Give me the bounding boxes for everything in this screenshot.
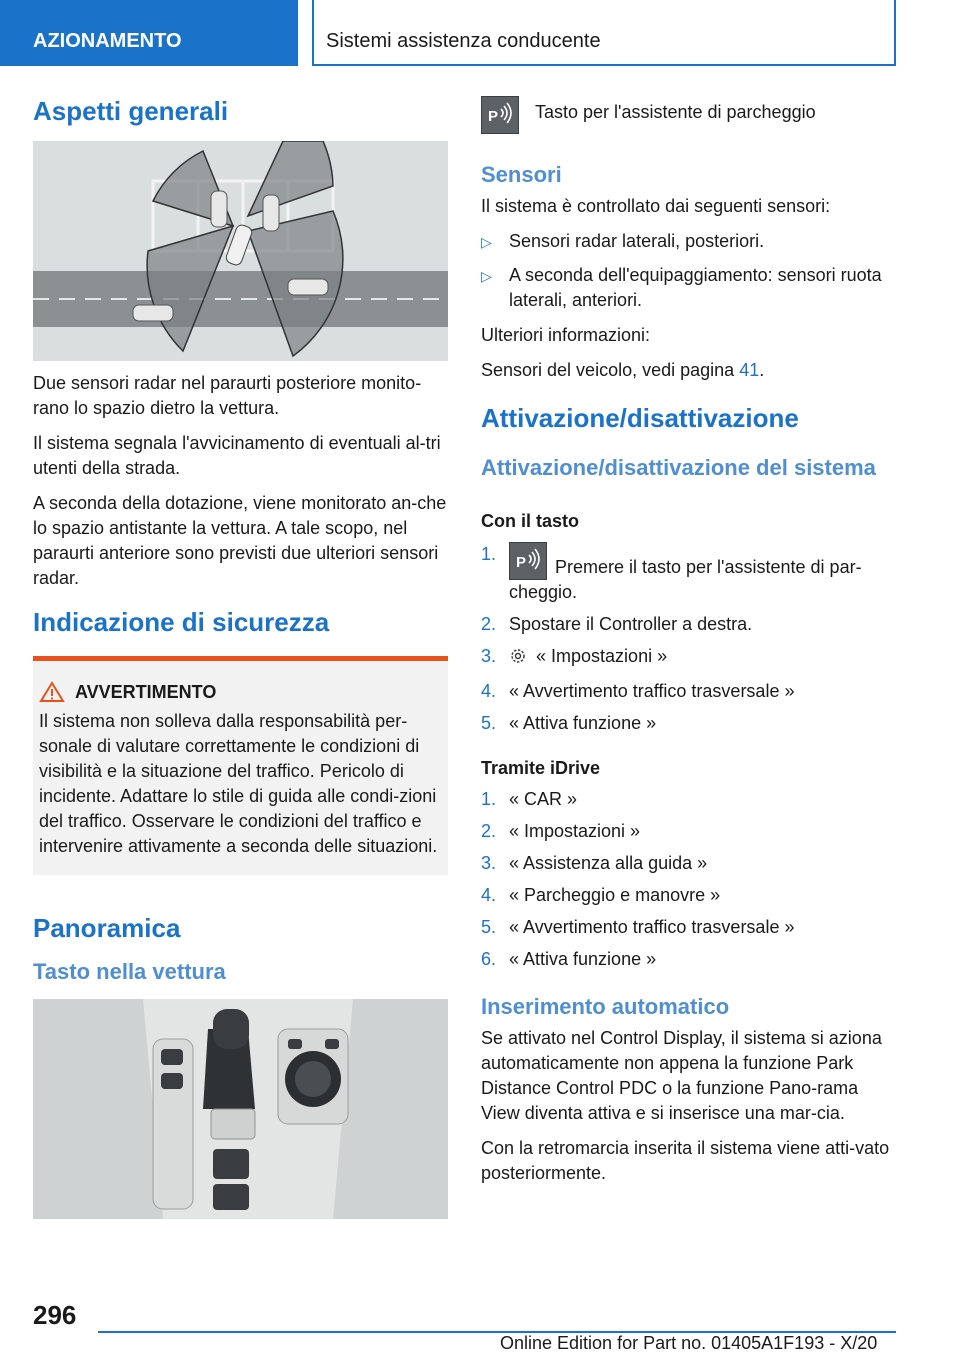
list-item [481,851,896,876]
step-text: « Impostazioni » [509,820,641,841]
step-text: Spostare il Controller a destra. [509,613,753,634]
list-item [481,644,896,672]
page-reference-link[interactable]: 41 [739,360,760,381]
step-text: « Avvertimento traffico trasversale » [509,916,795,937]
step-number: 3. [481,645,497,666]
triangle-bullet-icon: ▷ [481,234,492,251]
heading-overview: Panoramica [33,913,181,944]
sensor-text: A seconda dell'equipaggiamento: sensori ruota laterali, anteriori. [509,265,882,311]
parking-assistant-key-icon [481,96,519,134]
list-item [481,612,896,637]
list-item [481,711,896,736]
list-item [481,819,896,844]
list-item [481,915,896,940]
step-number: 5. [481,916,497,937]
warning-title: AVVERTIMENTO [75,681,217,702]
heading-auto: Inserimento automatico [481,993,730,1019]
step-text: « Attiva funzione » [509,712,657,733]
subheading-activation: Attivazione/disattivazione del sistema [481,454,876,480]
sensors-intro: Il sistema è controllato dai seguenti sensori: [481,196,831,217]
step-number: 2. [481,820,497,841]
step-number: 4. [481,680,497,701]
heading-general: Aspetti generali [33,96,229,126]
list-item [481,947,896,972]
edition-text: Online Edition for Part no. 01405A1F193 - X/20 [500,1333,878,1353]
list-item [481,883,896,908]
heading-sensors: Sensori [481,162,562,187]
more-info-end: . [759,360,765,381]
button-steps-list [481,542,896,736]
center-console-image [33,999,448,1219]
button-caption-row [481,96,896,134]
radar-diagram [33,141,448,361]
warning-triangle-icon [39,681,65,703]
step-text: « Parcheggio e manovre » [509,884,721,905]
step-text: « Avvertimento traffico trasversale » [509,680,795,701]
more-info-line [481,358,896,383]
chapter-title: Sistemi assistenza conducente [312,0,896,66]
auto-paragraph-2: Con la retromarcia inserita il sistema viene atti-vato posteriormente. [481,1138,890,1184]
heading-with-button: Con il tasto [481,510,579,531]
step-content [509,542,896,605]
heading-activation: Attivazione/disattivazione [481,403,799,434]
parking-assistant-key-icon [509,542,547,580]
step-number: 1. [481,788,497,809]
step-number: 5. [481,712,497,733]
button-caption: Tasto per l'assistente di parcheggio [535,102,816,122]
subheading-button: Tasto nella vettura [33,958,226,984]
console-photo-image [33,999,448,1219]
svg-text:P: P [516,553,527,571]
page-header [0,0,960,66]
paragraph-2: Il sistema segnala l'avvicinamento di eventuali al-tri utenti della strada. [33,433,441,479]
list-item [481,542,896,605]
left-column [33,96,448,1219]
step-content [509,644,667,672]
step-text: « Assistenza alla guida » [509,852,708,873]
gear-icon [509,647,531,672]
section-tab: AZIONAMENTO [0,0,298,66]
radar-diagram-image [33,141,448,361]
step-number: 1. [481,543,497,564]
more-info-text: Sensori del veicolo, vedi pagina [481,360,735,381]
step-number: 6. [481,948,497,969]
step-number: 3. [481,852,497,873]
svg-text:P: P [488,108,499,125]
triangle-bullet-icon: ▷ [481,268,492,285]
warning-box [33,656,448,875]
step-number: 4. [481,884,497,905]
paragraph-3: A seconda della dotazione, viene monitorato an-che lo spazio antistante la vettura. A tale scopo, nel paraurti anteriore sono previsti due ulteriori sensori radar. [33,493,447,589]
auto-paragraph-1: Se attivato nel Control Display, il sistema si aziona automaticamente non appena la funzione Park Distance Control PDC o la funzione Pano-rama View diventa attiva e si inserisce una mar-cia. [481,1028,882,1124]
more-info-label: Ulteriori informazioni: [481,325,651,346]
sensor-text: Sensori radar laterali, posteriori. [509,231,765,252]
step-text: Premere il tasto per l'assistente di par-cheggio. [509,556,862,602]
list-item [481,679,896,704]
page-number: 296 [33,1300,77,1330]
warning-header [39,681,440,703]
step-text: « Impostazioni » [536,645,668,666]
paragraph-1: Due sensori radar nel paraurti posteriore monito-rano lo spazio dietro la vettura. [33,373,422,419]
step-number: 2. [481,613,497,634]
right-column [481,96,896,1196]
heading-safety: Indicazione di sicurezza [33,607,330,638]
list-item [481,263,896,313]
warning-text: Il sistema non solleva dalla responsabilità per-sonale di valutare correttamente le condizioni di visibilità e la situazione del traffico. Pericolo di incidente. Adattare lo stile di guida alle condi-zioni del traffico. Osservare le condizioni del traffico e intervenire attivamente a seconda delle situazioni. [39,711,438,857]
sensors-list [481,229,896,313]
step-text: « CAR » [509,788,578,809]
list-item [481,787,896,812]
heading-idrive: Tramite iDrive [481,757,601,778]
step-text: « Attiva funzione » [509,948,657,969]
idrive-steps-list [481,787,896,972]
list-item [481,229,896,255]
